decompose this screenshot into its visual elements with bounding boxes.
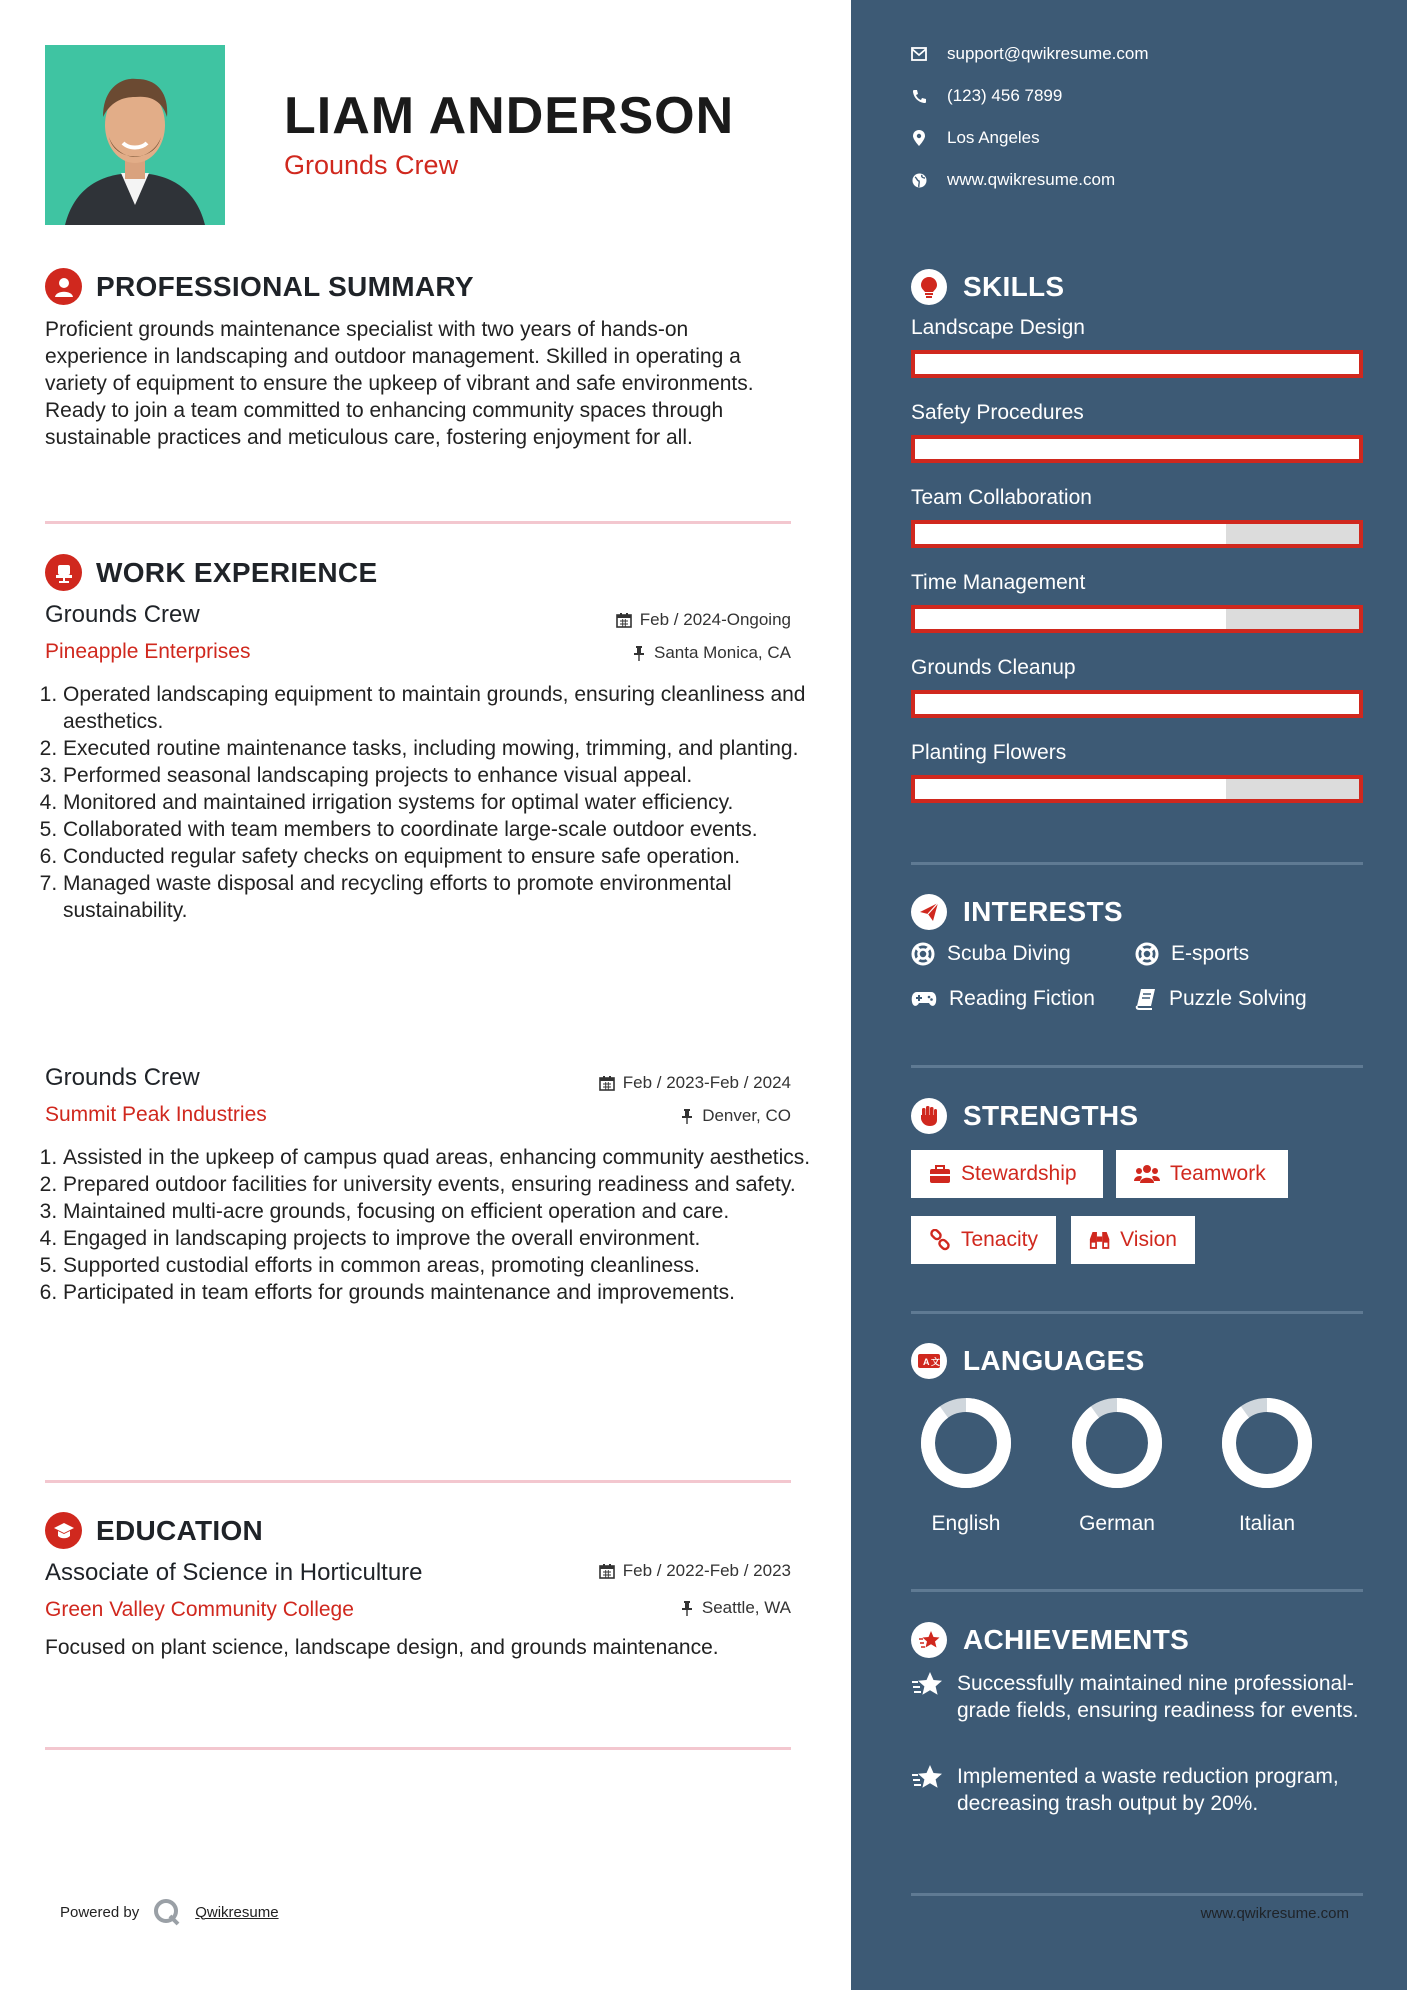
work-title: WORK EXPERIENCE: [96, 556, 378, 588]
interests-title: INTERESTS: [963, 896, 1123, 927]
section-divider: [45, 521, 791, 524]
pin-icon: [680, 1600, 694, 1616]
gamepad-icon: [911, 990, 937, 1008]
section-divider: [45, 1480, 791, 1483]
interests-heading: [911, 894, 1123, 930]
life-ring-icon: [911, 942, 935, 966]
skill-label: Team Collaboration: [911, 486, 1092, 509]
skill-label: Landscape Design: [911, 316, 1085, 339]
skill-bar-fill: [915, 354, 1359, 374]
life-ring-icon: [1135, 942, 1159, 966]
skills-title: SKILLS: [963, 271, 1065, 302]
education-location: Seattle, WA: [680, 1598, 791, 1618]
language-name: English: [931, 1512, 1001, 1535]
section-divider: [911, 1311, 1363, 1314]
languages-heading: [911, 1343, 1145, 1379]
language-donut: [1212, 1395, 1322, 1495]
contact-website: [911, 170, 1115, 190]
phone-icon: [911, 88, 927, 104]
graduation-icon: [45, 1512, 82, 1549]
profile-photo: [45, 45, 225, 225]
calendar-icon: [599, 1563, 615, 1579]
skill-bar-fill: [915, 779, 1226, 799]
language-donut: [1062, 1395, 1172, 1495]
translate-icon: [911, 1343, 947, 1379]
calendar-icon: [599, 1075, 615, 1091]
skill-label: Time Management: [911, 571, 1086, 594]
skill-bar-fill: [915, 524, 1226, 544]
language-donut: [911, 1395, 1021, 1495]
contact-phone: [911, 86, 1062, 106]
candidate-name: LIAM ANDERSON: [284, 87, 735, 145]
contact-location: [911, 128, 1040, 148]
binoculars-icon: [1089, 1229, 1110, 1251]
briefcase-icon: [929, 1164, 951, 1184]
lightbulb-icon: [911, 269, 947, 305]
language-item: [1062, 1395, 1172, 1536]
job-1-duties: [18, 681, 843, 924]
skill-bar: [911, 775, 1363, 803]
list-item: 6. Conducted regular safety checks on equipment to ensure safe operation.: [63, 843, 843, 870]
map-pin-icon: [911, 130, 927, 146]
powered-by: Powered by Qwikresume: [60, 1898, 279, 1926]
language-name: Italian: [1238, 1512, 1296, 1535]
skill-bar: [911, 350, 1363, 378]
interest-item: Puzzle Solving: [1135, 987, 1307, 1011]
list-item: 5. Supported custodial efforts in common areas, promoting cleanliness.: [63, 1252, 843, 1279]
summary-title: PROFESSIONAL SUMMARY: [96, 270, 474, 302]
languages-title: LANGUAGES: [963, 1345, 1145, 1376]
section-divider: [911, 1893, 1363, 1896]
strength-chip: Teamwork: [1116, 1150, 1288, 1198]
fist-icon: [911, 1098, 947, 1134]
list-item: 5. Collaborated with team members to coordinate large-scale outdoor events.: [63, 816, 843, 843]
strengths-heading: [911, 1098, 1138, 1134]
skill-bar-fill: [915, 439, 1359, 459]
strength-chip: Stewardship: [911, 1150, 1103, 1198]
work-heading: [45, 554, 377, 591]
job-2-company: Summit Peak Industries: [45, 1103, 267, 1126]
job-1-company: Pineapple Enterprises: [45, 640, 251, 663]
users-icon: [1134, 1164, 1160, 1184]
list-item: 6. Participated in team efforts for grounds maintenance and improvements.: [63, 1279, 843, 1306]
qwikresume-link[interactable]: Qwikresume: [195, 1903, 279, 1921]
summary-text: Proficient grounds maintenance specialist with two years of hands-on experience in landscaping and outdoor management. Skilled in operating a variety of equipment to ensure the upkeep of vibrant and safe environments. Ready to join a team committed to enhancing community spaces through sustainable practices and meticulous care, fostering enjoyment for all.: [45, 318, 754, 449]
skill-label: Safety Procedures: [911, 401, 1084, 424]
website-link[interactable]: www.qwikresume.com: [947, 170, 1116, 189]
job-1-location: Santa Monica, CA: [632, 643, 791, 663]
skill-bar-fill: [915, 609, 1226, 629]
section-divider: [45, 1747, 791, 1750]
list-item: 3. Maintained multi-acre grounds, focusing on efficient operation and care.: [63, 1198, 843, 1225]
star-icon: [911, 1670, 943, 1698]
skill-bar: [911, 690, 1363, 718]
list-item: 4. Monitored and maintained irrigation systems for optimal water efficiency.: [63, 789, 843, 816]
email-link[interactable]: support@qwikresume.com: [947, 44, 1149, 63]
link-icon: [929, 1229, 951, 1251]
skill-bar: [911, 605, 1363, 633]
sidebar: [851, 0, 1407, 1990]
degree: Associate of Science in Horticulture: [45, 1559, 423, 1586]
skill-bar: [911, 435, 1363, 463]
calendar-icon: [616, 612, 632, 628]
school: Green Valley Community College: [45, 1598, 354, 1621]
svg-text:文: 文: [931, 1357, 941, 1367]
section-divider: [911, 862, 1363, 865]
donut-fill: [928, 1405, 1004, 1481]
list-item: 4. Engaged in landscaping projects to improve the overall environment.: [63, 1225, 843, 1252]
strength-chip: Tenacity: [911, 1216, 1056, 1264]
education-text: Focused on plant science, landscape design, and grounds maintenance.: [45, 1636, 719, 1659]
interest-item: Reading Fiction: [911, 987, 1095, 1011]
book-icon: [1135, 988, 1157, 1010]
achievement-item: Implemented a waste reduction program, decreasing trash output by 20%.: [911, 1763, 1363, 1817]
donut-fill: [1079, 1405, 1155, 1481]
skill-bar-fill: [915, 694, 1359, 714]
paper-plane-icon: [911, 894, 947, 930]
job-2-location: Denver, CO: [680, 1106, 791, 1126]
section-divider: [911, 1589, 1363, 1592]
list-item: 1. Operated landscaping equipment to maintain grounds, ensuring cleanliness and aesthetics.: [63, 681, 843, 735]
language-item: [1212, 1395, 1322, 1536]
phone-text: (123) 456 7899: [947, 86, 1063, 105]
language-item: [911, 1395, 1021, 1536]
job-2-duties: [18, 1144, 843, 1306]
job-2-date: Feb / 2023-Feb / 2024: [599, 1073, 791, 1093]
strength-chip: Vision: [1071, 1216, 1195, 1264]
summary-heading: [45, 268, 474, 305]
list-item: 1. Assisted in the upkeep of campus quad areas, enhancing community aesthetics.: [63, 1144, 843, 1171]
list-item: 7. Managed waste disposal and recycling efforts to promote environmental sustainability.: [63, 870, 843, 924]
footer-website[interactable]: www.qwikresume.com: [1200, 1905, 1349, 1922]
skill-bar: [911, 520, 1363, 548]
section-divider: [911, 1065, 1363, 1068]
star-icon: [911, 1763, 943, 1791]
user-icon: [45, 268, 82, 305]
pin-icon: [632, 645, 646, 661]
qwikresume-logo-icon: [153, 1898, 181, 1926]
list-item: 2. Executed routine maintenance tasks, including mowing, trimming, and planting.: [63, 735, 843, 762]
achievements-heading: [911, 1622, 1189, 1658]
skill-label: Planting Flowers: [911, 741, 1067, 764]
education-heading: [45, 1512, 263, 1549]
interest-item: Scuba Diving: [911, 942, 1071, 966]
education-title: EDUCATION: [96, 1514, 264, 1546]
language-name: German: [1079, 1512, 1155, 1535]
globe-icon: [911, 172, 927, 188]
contact-email: [911, 44, 1149, 64]
job-2-title: Grounds Crew: [45, 1064, 200, 1091]
skills-heading: [911, 269, 1064, 305]
pin-icon: [680, 1108, 694, 1124]
location-text: Los Angeles: [947, 128, 1040, 147]
star-badge-icon: [911, 1622, 947, 1658]
achievement-item: Successfully maintained nine professional-grade fields, ensuring readiness for events.: [911, 1670, 1363, 1724]
interest-item: E-sports: [1135, 942, 1249, 966]
job-1-date: Feb / 2024-Ongoing: [616, 610, 791, 630]
briefcase-chair-icon: [45, 554, 82, 591]
candidate-role: Grounds Crew: [284, 150, 459, 180]
envelope-icon: [911, 46, 927, 62]
svg-text:A: A: [923, 1357, 930, 1367]
list-item: 3. Performed seasonal landscaping projects to enhance visual appeal.: [63, 762, 843, 789]
job-1-title: Grounds Crew: [45, 601, 200, 628]
education-date: Feb / 2022-Feb / 2023: [599, 1561, 791, 1581]
list-item: 2. Prepared outdoor facilities for university events, ensuring readiness and safety.: [63, 1171, 843, 1198]
donut-fill: [1229, 1405, 1305, 1481]
strengths-title: STRENGTHS: [963, 1100, 1139, 1131]
skill-label: Grounds Cleanup: [911, 656, 1076, 679]
achievements-title: ACHIEVEMENTS: [963, 1624, 1190, 1655]
